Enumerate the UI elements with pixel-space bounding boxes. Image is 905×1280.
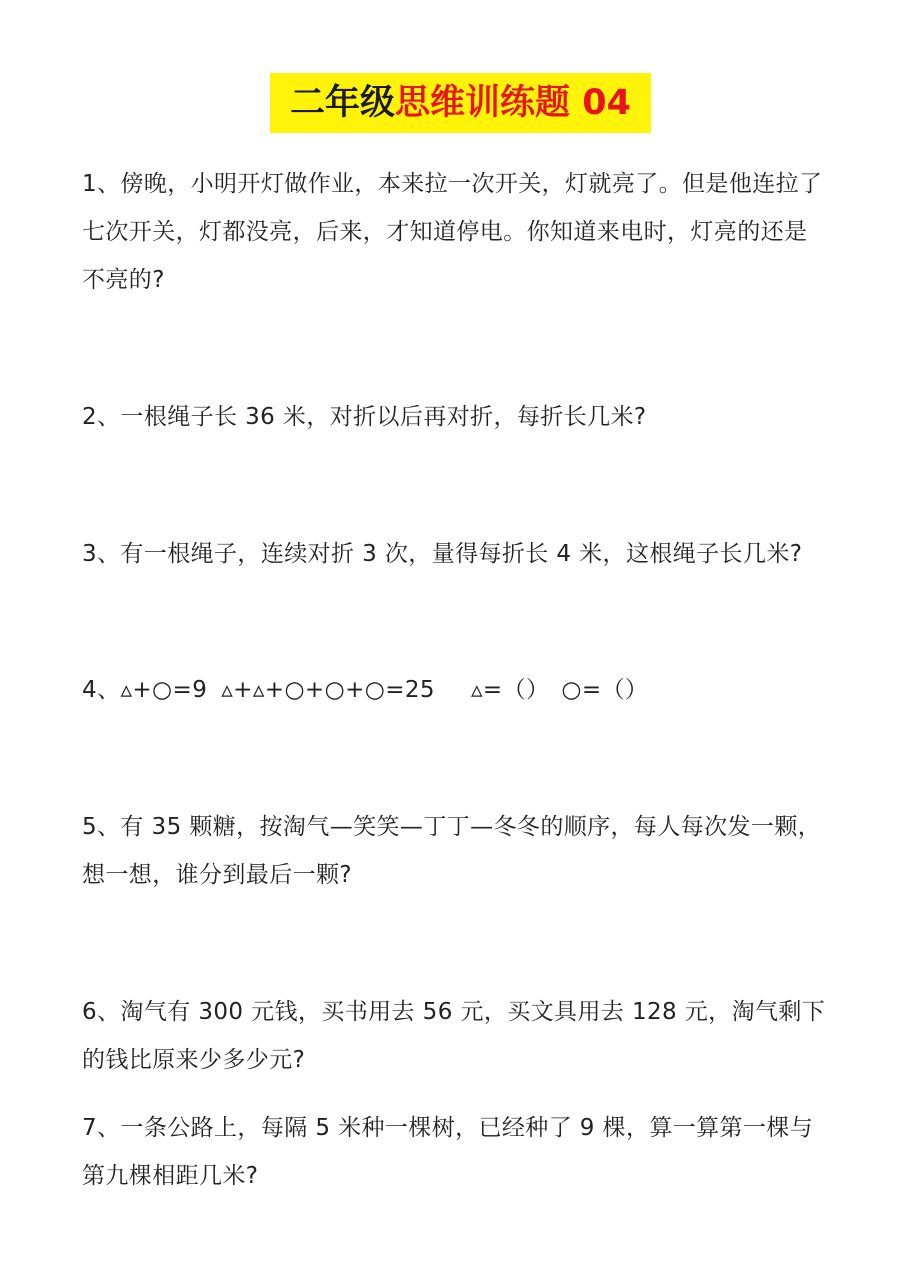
question-2: 2、一根绳子长 36 米，对折以后再对折，每折长几米?	[82, 404, 647, 430]
question-7: 7、一条公路上，每隔 5 米种一棵树，已经种了 9 棵，算一算第一棵与第九棵相距几米?	[82, 1115, 814, 1189]
title-highlight: 思维训练题 04	[395, 83, 631, 123]
question-3: 3、有一根绳子，连续对折 3 次，量得每折长 4 米，这根绳子长几米?	[82, 541, 803, 567]
question-4-answer-triangle: ▵=（）	[470, 677, 550, 703]
question-4-equation-2: ▵+▵+○+○+○=25	[221, 677, 435, 703]
question-5: 5、有 35 颗糖，按淘气—笑笑—丁丁—冬冬的顺序，每人每次发一颗，想一想，谁分到最后一颗?	[82, 814, 822, 888]
title-prefix: 二年级	[290, 83, 396, 123]
question-1: 1、傍晚，小明开灯做作业，本来拉一次开关，灯就亮了。但是他连拉了七次开关，灯都没亮，后来，才知道停电。你知道来电时，灯亮的还是不亮的?	[82, 171, 823, 293]
page-title	[270, 73, 651, 133]
question-4-equation-1: ▵+○=9	[120, 677, 208, 703]
question-4-answer-circle: ○=（）	[561, 677, 649, 703]
question-4-number: 4、	[82, 677, 121, 703]
question-6: 6、淘气有 300 元钱，买书用去 56 元，买文具用去 128 元，淘气剩下的钱比原来少多少元?	[82, 999, 826, 1073]
question-4	[82, 666, 827, 714]
